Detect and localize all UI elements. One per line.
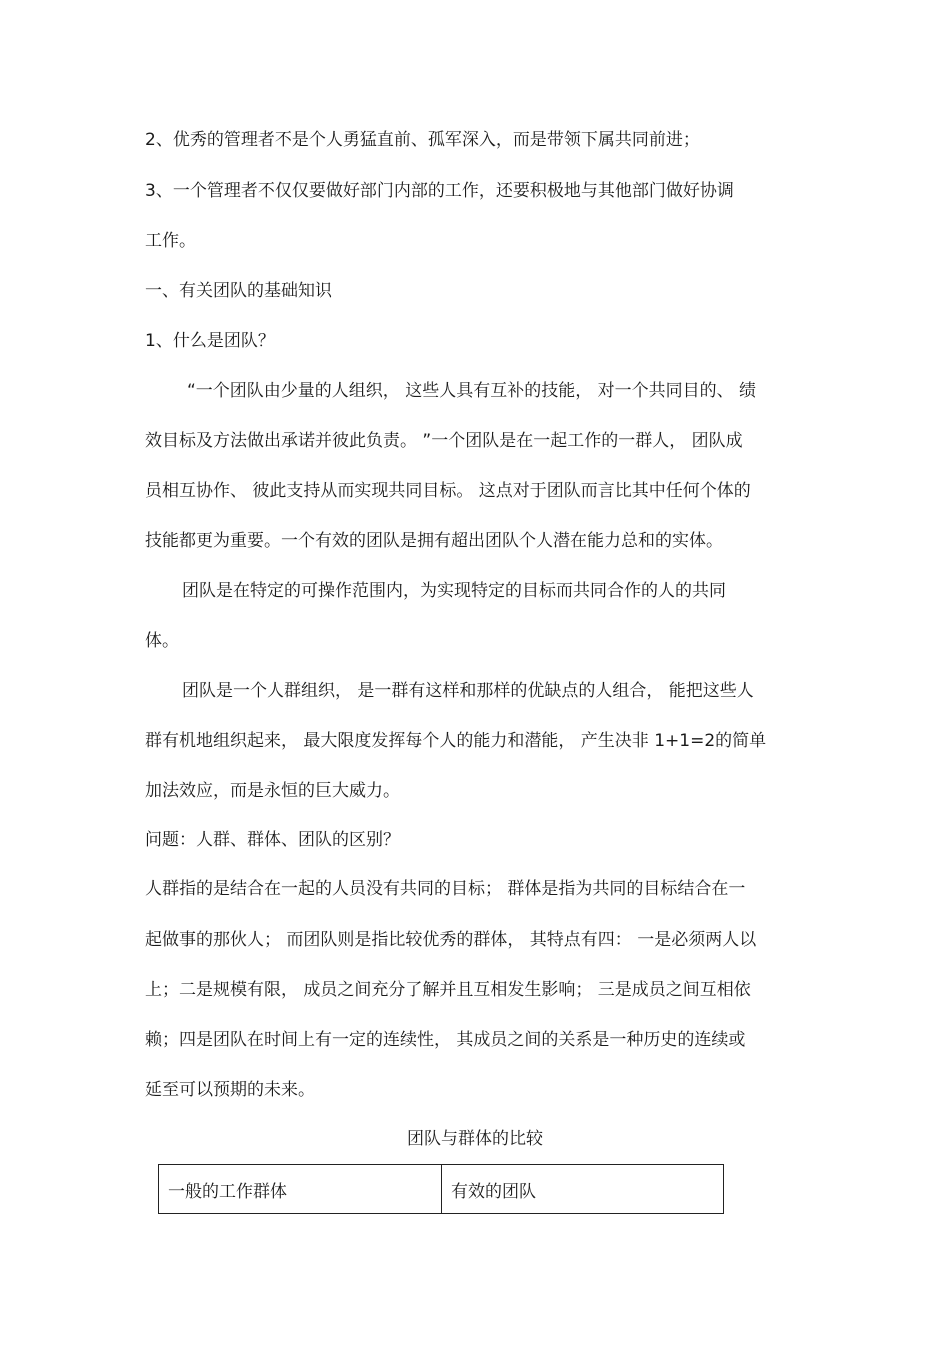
paragraph-line: 3、一个管理者不仅仅要做好部门内部的工作，还要积极地与其他部门做好协调 [145, 181, 734, 201]
table-header-cell: 有效的团队 [442, 1165, 724, 1214]
paragraph-line: “一个团队由少量的人组织， 这些人具有互补的技能， 对一个共同目的、 绩 [187, 381, 757, 401]
paragraph-line: 效目标及方法做出承诺并彼此负责。 ”一个团队是在一起工作的一群人， 团队成 [145, 431, 743, 451]
table-header-cell: 一般的工作群体 [159, 1165, 442, 1214]
paragraph-line: 员相互协作、 彼此支持从而实现共同目标。 这点对于团队而言比其中任何个体的 [145, 481, 751, 501]
paragraph-line: 2、优秀的管理者不是个人勇猛直前、孤军深入，而是带领下属共同前进； [145, 130, 700, 150]
paragraph-line: 上；二是规模有限， 成员之间充分了解并且互相发生影响； 三是成员之间互相依 [145, 980, 751, 1000]
paragraph-line: 加法效应，而是永恒的巨大威力。 [145, 781, 400, 801]
paragraph-line: 人群指的是结合在一起的人员没有共同的目标； 群体是指为共同的目标结合在一 [145, 879, 746, 899]
paragraph-line: 体。 [145, 631, 179, 651]
question-line: 问题：人群、群体、团队的区别？ [145, 830, 400, 850]
section-heading: 一、有关团队的基础知识 [145, 281, 332, 301]
paragraph-line: 赖；四是团队在时间上有一定的连续性， 其成员之间的关系是一种历史的连续或 [145, 1030, 746, 1050]
subsection-heading: 1、什么是团队？ [145, 331, 275, 351]
paragraph-line: 延至可以预期的未来。 [145, 1080, 315, 1100]
paragraph-line: 团队是一个人群组织， 是一群有这样和那样的优缺点的人组合， 能把这些人 [182, 681, 754, 701]
paragraph-line: 团队是在特定的可操作范围内，为实现特定的目标而共同合作的人的共同 [182, 581, 726, 601]
paragraph-line: 工作。 [145, 231, 196, 251]
comparison-table [158, 1164, 724, 1214]
table-row [159, 1165, 724, 1214]
paragraph-line: 起做事的那伙人； 而团队则是指比较优秀的群体， 其特点有四： 一是必须两人以 [145, 930, 757, 950]
table-caption: 团队与群体的比较 [407, 1129, 543, 1149]
paragraph-line: 群有机地组织起来， 最大限度发挥每个人的能力和潜能， 产生决非 1+1=2的简单 [145, 731, 767, 751]
paragraph-line: 技能都更为重要。一个有效的团队是拥有超出团队个人潜在能力总和的实体。 [145, 531, 723, 551]
